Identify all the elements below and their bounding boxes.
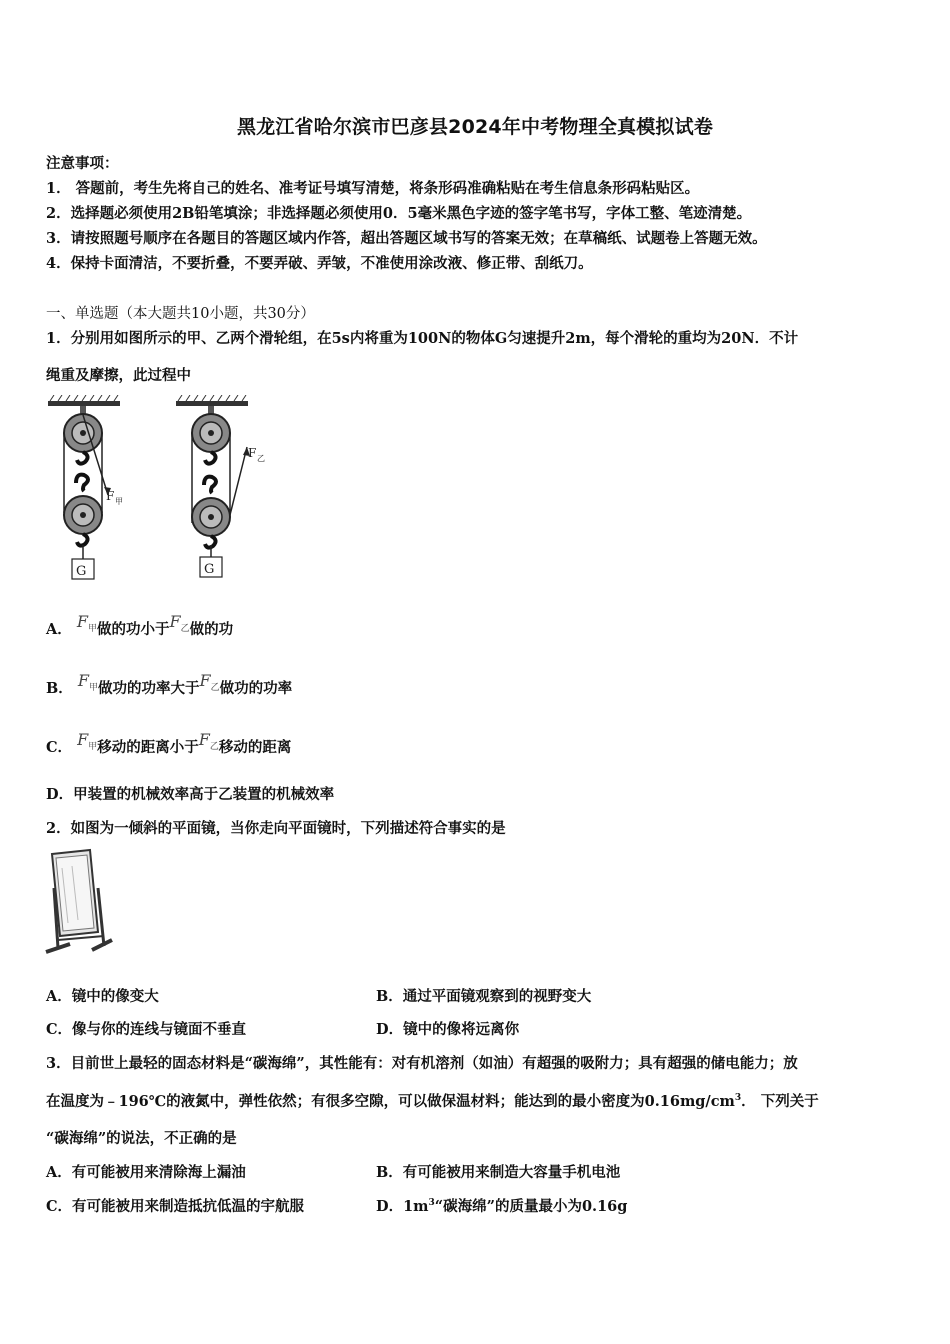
option-text-mid: 做的功小于 bbox=[96, 621, 170, 638]
option-text-end: 做功的功率 bbox=[219, 680, 293, 697]
q2-option-b[interactable]: B．通过平面镜观察到的视野变大 bbox=[376, 988, 592, 1005]
q2-option-a[interactable]: A．镜中的像变大 bbox=[46, 988, 159, 1005]
q1-stem-line1: 1．分别用如图所示的甲、乙两个滑轮组，在5s内将重为100N的物体G匀速提升2m，每个滑轮的重均为20N．不计 bbox=[46, 330, 799, 347]
svg-text:F: F bbox=[248, 446, 257, 460]
notice-item-2: 2．选择题必须使用2B铅笔填涂；非选择题必须使用0．5毫米黑色字迹的签字笔书写，字体工整、笔迹清楚。 bbox=[46, 205, 752, 222]
q2-option-d[interactable]: D．镜中的像将远离你 bbox=[376, 1021, 520, 1038]
pulley-system-jia bbox=[48, 395, 123, 579]
f-yi-symbol: $F_乙$ bbox=[198, 730, 219, 753]
notice-item-4: 4．保持卡面清洁，不要折叠，不要弄破、弄皱，不准使用涂改液、修正带、刮纸刀。 bbox=[46, 255, 593, 272]
option-text-end: 做的功 bbox=[189, 621, 234, 638]
q3-option-d[interactable]: D．$1m^3“$碳海绵”的质量最小为0.16g bbox=[376, 1198, 628, 1215]
section-heading: 一、单选题（本大题共10小题，共30分） bbox=[46, 306, 315, 322]
q3-stem-line2: 在温度为﹣196℃的液氮中，弹性依然；有很多空隙，可以做保温材料；能达到的最小密度为$0.16mg/cm^3$． 下列关于 bbox=[46, 1093, 819, 1110]
option-text-end: 移动的距离 bbox=[218, 739, 292, 756]
load-label-yi: G bbox=[204, 562, 215, 577]
load-label-jia: G bbox=[76, 564, 87, 579]
q1-option-d[interactable]: D．甲装置的机械效率高于乙装置的机械效率 bbox=[46, 786, 335, 803]
mirror-figure bbox=[40, 848, 120, 960]
option-letter: A． bbox=[46, 621, 72, 638]
pulley-system-yi bbox=[176, 395, 265, 577]
q1-option-a[interactable] bbox=[46, 612, 234, 641]
q1-option-b[interactable] bbox=[46, 671, 293, 700]
f-jia-symbol: $F_甲$ bbox=[76, 612, 97, 635]
q3-stem-line1: 3．目前世上最轻的固态材料是“碳海绵”，其性能有：对有机溶剂（如油）有超强的吸附力；具有超强的储电能力；放 bbox=[46, 1055, 798, 1072]
f-yi-symbol: $F_乙$ bbox=[169, 612, 190, 635]
f-yi-symbol: $F_乙$ bbox=[199, 671, 220, 694]
q3-option-c[interactable]: C．有可能被用来制造抵抗低温的宇航服 bbox=[46, 1198, 305, 1215]
q2-stem: 2．如图为一倾斜的平面镜，当你走向平面镜时，下列描述符合事实的是 bbox=[46, 820, 506, 837]
svg-text:F: F bbox=[106, 489, 115, 503]
q2-option-c[interactable]: C．像与你的连线与镜面不垂直 bbox=[46, 1021, 247, 1038]
notice-item-3: 3．请按照题号顺序在各题目的答题区域内作答，超出答题区域书写的答案无效；在草稿纸、试题卷上答题无效。 bbox=[46, 230, 767, 247]
option-text-mid: 移动的距离小于 bbox=[97, 739, 199, 756]
option-letter: C． bbox=[46, 739, 73, 756]
force-label-yi: 乙 bbox=[257, 454, 265, 463]
option-text-mid: 做功的功率大于 bbox=[97, 680, 200, 697]
q3-option-b[interactable]: B．有可能被用来制造大容量手机电池 bbox=[376, 1164, 621, 1181]
option-letter: B． bbox=[46, 680, 73, 697]
page-title: 黑龙江省哈尔滨市巴彦县2024年中考物理全真模拟试卷 bbox=[236, 116, 714, 138]
notice-item-1: 1． 答题前，考生先将自己的姓名、准考证号填写清楚，将条形码准确粘贴在考生信息条形码粘贴区。 bbox=[46, 180, 700, 197]
q1-option-c[interactable] bbox=[46, 730, 292, 759]
pulley-figure bbox=[40, 395, 280, 590]
q1-stem-line2: 绳重及摩擦，此过程中 bbox=[46, 367, 191, 384]
q3-option-a[interactable]: A．有可能被用来清除海上漏油 bbox=[46, 1164, 246, 1181]
f-jia-symbol: $F_甲$ bbox=[77, 730, 98, 753]
q3-stem-line3: “碳海绵”的说法，不正确的是 bbox=[46, 1130, 237, 1147]
force-label-jia: 甲 bbox=[115, 497, 123, 506]
f-jia-symbol: $F_甲$ bbox=[77, 671, 98, 694]
notice-heading: 注意事项： bbox=[46, 155, 119, 172]
